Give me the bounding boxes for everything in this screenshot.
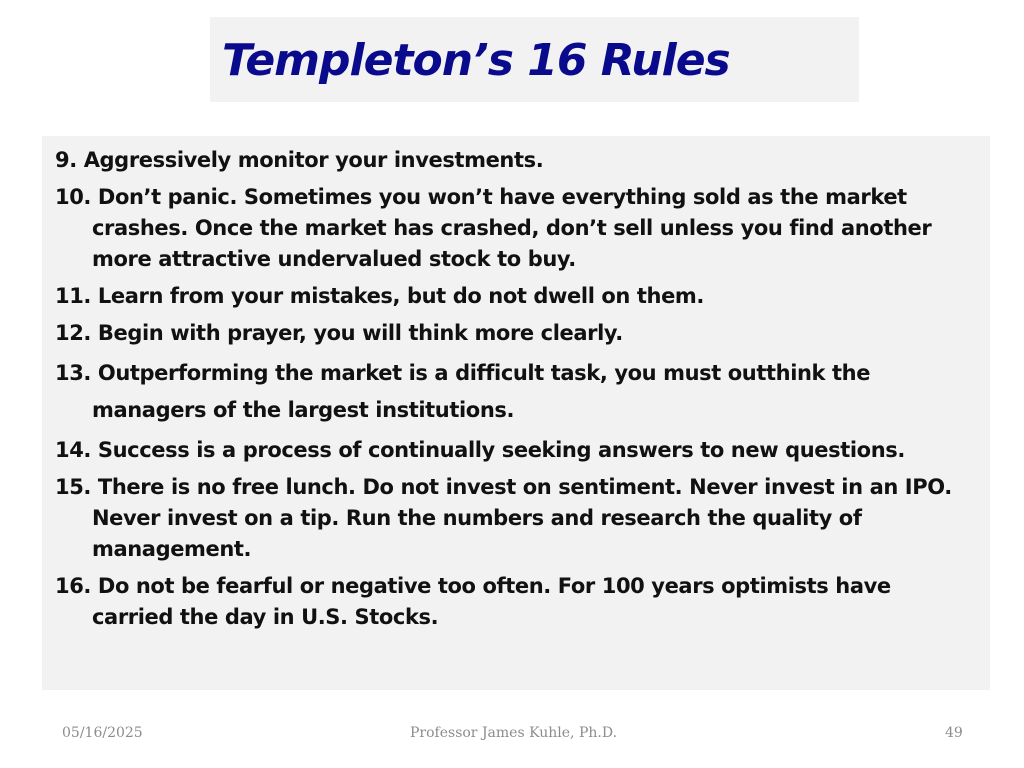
footer-date: 05/16/2025 bbox=[62, 725, 143, 741]
content-box bbox=[42, 136, 990, 690]
slide-title: Templeton’s 16 Rules bbox=[222, 35, 730, 86]
footer-author: Professor James Kuhle, Ph.D. bbox=[410, 725, 618, 741]
rule-item-13: 13. Outperforming the market is a difficult task, you must outthink the managers of the largest institutions. bbox=[55, 361, 871, 422]
rule-item-11: 11. Learn from your mistakes, but do not dwell on them. bbox=[55, 284, 704, 308]
rule-item-9: 9. Aggressively monitor your investments. bbox=[55, 148, 544, 172]
rules-list bbox=[42, 136, 990, 633]
rule-item-10: 10. Don’t panic. Sometimes you won’t have everything sold as the market crashes. Once the market has crashed, don’t sell unless you find another more attractive undervalued stock to buy. bbox=[55, 185, 932, 271]
title-box bbox=[210, 17, 859, 102]
rule-item-12: 12. Begin with prayer, you will think more clearly. bbox=[55, 321, 623, 345]
page-number: 49 bbox=[945, 725, 963, 741]
rule-item-14: 14. Success is a process of continually seeking answers to new questions. bbox=[55, 438, 905, 462]
rule-item-16: 16. Do not be fearful or negative too often. For 100 years optimists have carried the day in U.S. Stocks. bbox=[55, 574, 891, 629]
rule-item-15: 15. There is no free lunch. Do not invest on sentiment. Never invest in an IPO. Never invest on a tip. Run the numbers and research the quality of management. bbox=[55, 475, 952, 561]
